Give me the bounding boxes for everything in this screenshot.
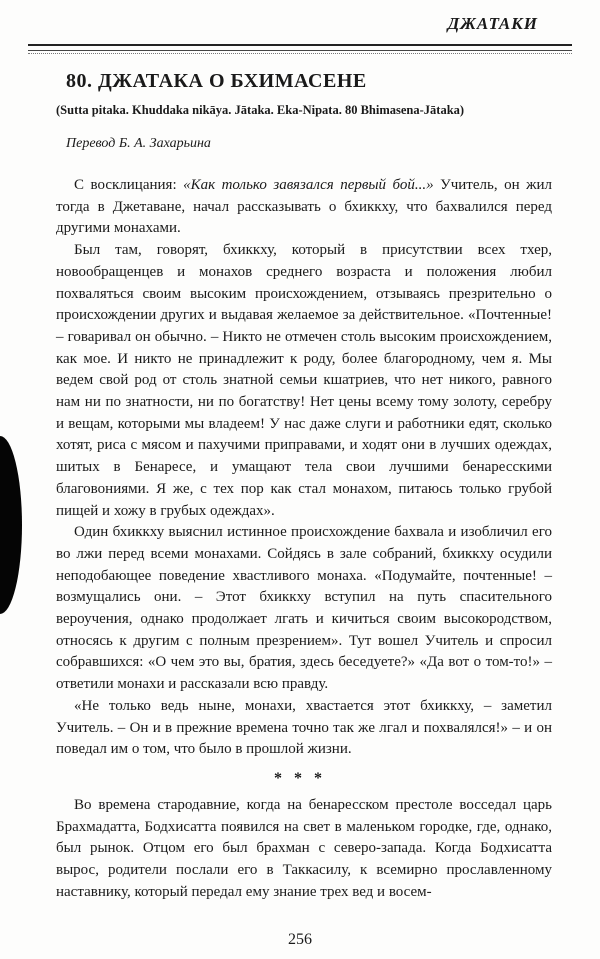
- header-rule-thin: [28, 50, 572, 51]
- translator-credit: Перевод Б. А. Захарьина: [66, 136, 211, 151]
- main-text-block: [56, 175, 552, 761]
- scan-binding-shadow: [0, 436, 22, 614]
- paragraph-teacher: «Не только ведь ныне, монахи, хвастается этот бхиккху, – заметил Учитель. – Он и в прежние времена точно так же лгал и похвалялся!» – и он поведал им о том, что было в прошлой жизни.: [56, 697, 552, 758]
- paragraph-intro-rest: Учитель, он жил тогда в Джетаване, начал рассказывать о бхиккху, что бахвалился перед другими монахами.: [56, 177, 552, 237]
- header-rule-dotted: [28, 53, 572, 55]
- paragraph-intro: [56, 175, 552, 240]
- paragraph-intro-prefix: С восклицания:: [74, 177, 184, 193]
- opening-verse-quote: «Как только завязался первый бой...»: [183, 177, 434, 193]
- section-separator: * * *: [274, 770, 326, 787]
- source-reference: (Sutta pitaka. Khuddaka nikāya. Jātaka. Eka-Nipata. 80 Bhimasena-Jātaka): [56, 103, 465, 117]
- story-text-block: [56, 795, 552, 904]
- paragraph-exposure: Один бхиккху выяснил истинное происхождение бахвала и изобличил его во лжи перед всеми монахами. Сойдясь в зале собраний, бхиккху осудили неподобающее поведение хвастливого монаха. «Подумайте, почтенные! – возмущались они. – Этот бхиккху вступил на путь спасительного вероучения, однако продолжает лгать и кичиться своим высокородством, относясь к другим с полным презрением». Тут вошел Учитель и спросил собравшихся: «О чем это вы, братия, здесь беседуете?» «Да вот о том-то!» – ответили монахи и рассказали всю правду.: [56, 524, 552, 693]
- paragraph-boast: Был там, говорят, бхиккху, который в присутствии всех тхер, новообращенцев и монахов среднего возраста и положения любил похваляться своим высоким происхождением, отзываясь презрительно о происхождении других и выдавая желаемое за действительное. «Почтенные! – говаривал он обычно. – Никто не отмечен столь высоким происхождением, как мое. И никто не принадлежит к роду, более благородному, чем я. Мы ведем свой род от столь знатной семьи кшатриев, что нет никого, равного нам ни по знатности, ни по богатству! Нет цены всему тому золоту, серебру и вещам, которыми мы владеем! У нас даже слуги и работники едят, сколько хотят, риса с мясом и пахучими приправами, и ходят они в лучших одеждах, шитых в Бенаресе, и умащают тела свои лучшими бенаресскими благовониями. Я же, с тех пор как стал монахом, питаюсь только грубой пищей и хожу в грубых одеждах».: [56, 242, 552, 519]
- header-rule-thick: [28, 44, 572, 46]
- page-number: 256: [288, 931, 312, 948]
- running-header: ДЖАТАКИ: [447, 14, 538, 33]
- chapter-title: 80. ДЖАТАКА О БХИМАСЕНЕ: [66, 70, 367, 92]
- paragraph-story-start: Во времена стародавние, когда на бенаресском престоле восседал царь Брахмадатта, Бодхисатта появился на свет в маленьком городке, где, однако, был рынок. Отцом его был брахман с северо-запада. Когда Бодхисатта вырос, родители послали его в Таккасилу, к всемирно прославленному наставнику, который передал ему знание трех вед и восем-: [56, 797, 552, 900]
